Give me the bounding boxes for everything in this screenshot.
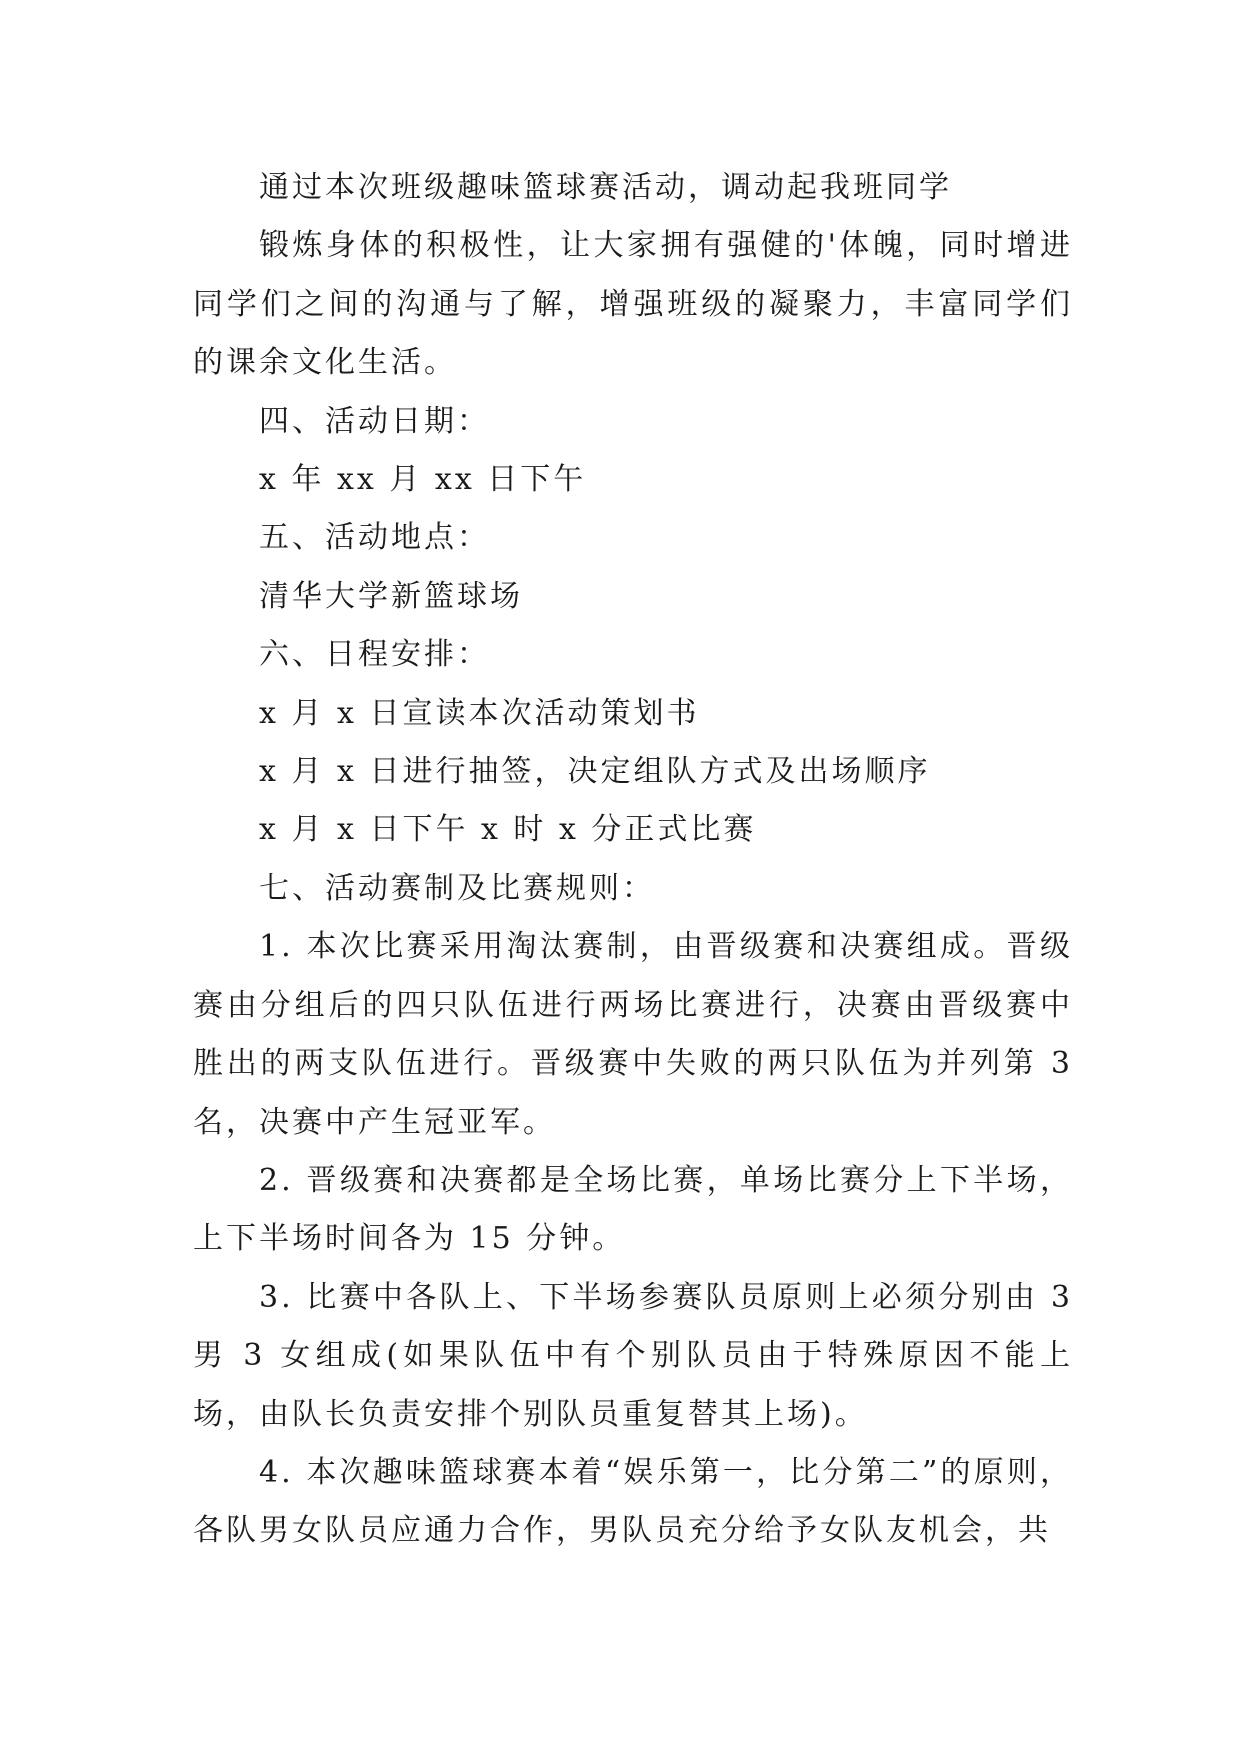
document-body — [193, 159, 1073, 1561]
rule-item: 1. 本次比赛采用淘汰赛制，由晋级赛和决赛组成。晋级赛由分组后的四只队伍进行两场比赛进行，决赛由晋级赛中胜出的两支队伍进行。晋级赛中失败的两只队伍为并列第 3 名，决赛中产生冠亚军。 — [193, 929, 1073, 1140]
schedule-item: x 月 x 日宣读本次活动策划书 — [259, 695, 700, 731]
heading-activity-date: 四、活动日期： — [259, 403, 490, 439]
schedule-item: x 月 x 日进行抽签，决定组队方式及出场顺序 — [259, 754, 931, 790]
rule-item: 4. 本次趣味篮球赛本着“娱乐第一，比分第二”的原则，各队男女队员应通力合作，男队员充分给予女队友机会，共 — [193, 1454, 1073, 1549]
paragraph-intro: 通过本次班级趣味篮球赛活动，调动起我班同学 — [259, 170, 952, 205]
paragraph-activity-location: 清华大学新篮球场 — [259, 578, 523, 614]
heading-rules: 七、活动赛制及比赛规则： — [259, 870, 655, 906]
rule-item: 3. 比赛中各队上、下半场参赛队员原则上必须分别由 3 男 3 女组成(如果队伍中有个别队员由于特殊原因不能上场，由队长负责安排个别队员重复替其上场)。 — [193, 1279, 1073, 1432]
schedule-item: x 月 x 日下午 x 时 x 分正式比赛 — [259, 812, 757, 848]
paragraph-purpose: 锻炼身体的积极性，让大家拥有强健的'体魄，同时增进同学们之间的沟通与了解，增强班级的凝聚力，丰富同学们的课余文化生活。 — [193, 228, 1073, 381]
heading-schedule: 六、日程安排： — [259, 637, 490, 673]
heading-activity-location: 五、活动地点： — [259, 520, 490, 556]
paragraph-activity-date: x 年 xx 月 xx 日下午 — [259, 462, 587, 498]
rule-item: 2. 晋级赛和决赛都是全场比赛，单场比赛分上下半场，上下半场时间各为 15 分钟。 — [193, 1162, 1073, 1257]
